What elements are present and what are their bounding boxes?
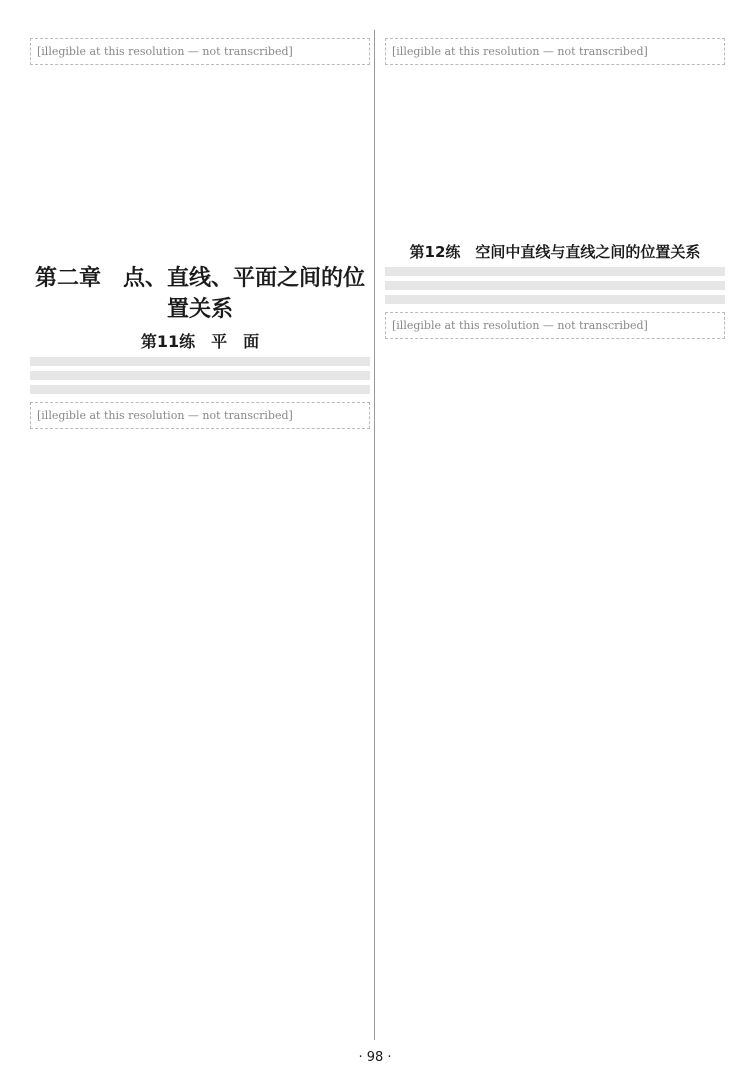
left-column: [30, 30, 370, 437]
text-line-placeholder: [385, 267, 725, 276]
chapter-title: 第二章 点、直线、平面之间的位置关系: [34, 266, 365, 322]
section-12-title: 第12练 空间中直线与直线之间的位置关系: [409, 243, 701, 261]
text-line-placeholder: [385, 281, 725, 290]
right-column: [385, 30, 725, 347]
text-line-placeholder: [30, 357, 370, 366]
text-line-placeholder: [30, 385, 370, 394]
text-line-placeholder: [385, 295, 725, 304]
illegible-placeholder: [illegible at this resolution — not transcribed]: [30, 402, 370, 429]
illegible-placeholder: [illegible at this resolution — not transcribed]: [30, 38, 370, 65]
column-divider: [374, 30, 375, 1040]
illegible-placeholder: [illegible at this resolution — not transcribed]: [385, 312, 725, 339]
section-11-title: 第11练 平 面: [140, 332, 260, 351]
text-line-placeholder: [30, 371, 370, 380]
page-number: · 98 ·: [358, 1050, 392, 1065]
illegible-placeholder: [illegible at this resolution — not transcribed]: [385, 38, 725, 65]
